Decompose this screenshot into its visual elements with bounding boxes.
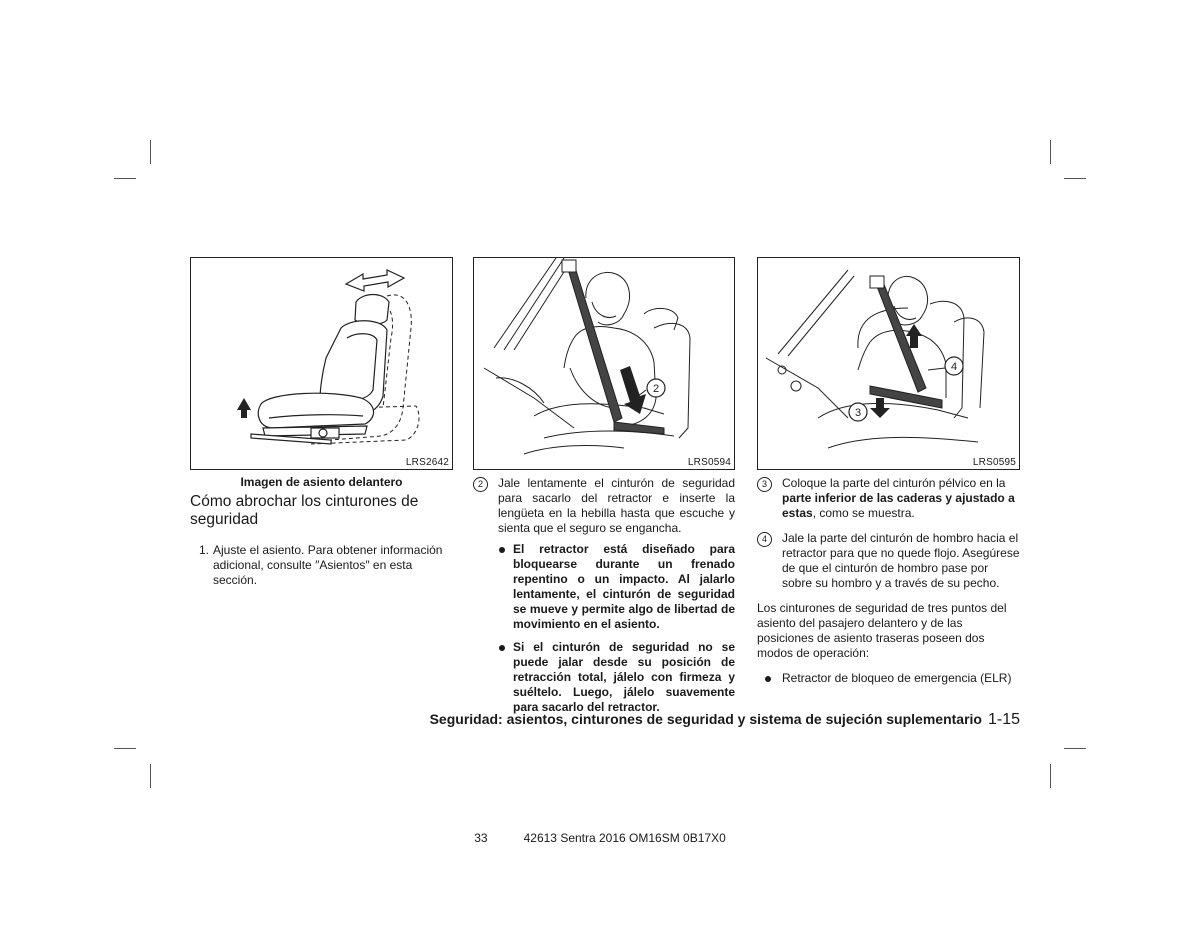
bullet-list [499,542,735,715]
down-arrow-icon [870,398,890,418]
crop-mark [150,764,151,788]
callout-3-label: 3 [854,407,862,419]
belt-adjust-figure [757,257,1020,470]
bullet-text: Si el cinturón de seguridad no se puede jalar desde su posición de retracción total, jálelo con firmeza y suéltelo. Luego, jálelo suavemente para sacarlo del retractor. [513,640,735,714]
belt-buckle-figure [473,257,735,470]
crop-mark [1064,178,1086,179]
item-text: Ajuste el asiento. Para obtener información adicional, consulte ″Asientos″ en esta sección. [213,543,443,587]
figure-caption: Imagen de asiento delantero [240,475,403,489]
sheet-number: 33 [474,831,488,845]
document-code: 42613 Sentra 2016 OM16SM 0B17X0 [523,831,726,845]
crop-mark [1064,748,1086,749]
crop-mark [114,748,136,749]
step-4 [757,531,1020,591]
bullet-icon [765,676,771,682]
step-text-part: Coloque la parte del cinturón pélvico en la [782,476,1006,490]
step-text-bold: parte inferior de las caderas y ajustado a estas [782,491,1015,520]
belt-adjust-illustration [758,258,1019,469]
item-number: 1. [199,543,210,557]
step-3 [757,476,1020,521]
footer-section-title: Seguridad: asientos, cinturones de seguridad y sistema de sujeción suplementario [429,711,982,727]
seat-figure [190,257,453,470]
crop-mark [1050,764,1051,788]
down-arrow-icon [620,366,646,414]
list-item [499,542,735,632]
step-number-circle: 4 [757,532,772,547]
crop-mark [150,140,151,164]
footer-page-number: 1-15 [987,711,1020,728]
bullet-text: Retractor de bloqueo de emergencia (ELR) [782,671,1012,685]
double-arrow-icon [346,270,404,291]
step-text-part: , como se muestra. [812,506,915,520]
step-text: Jale lentamente el cinturón de seguridad para sacarlo del retractor e inserte la lengüeta en la hebilla hasta que escuche y sienta que el seguro se engancha. [498,476,735,535]
figure-code: LRS0595 [972,457,1016,468]
step-number-circle: 2 [473,477,488,492]
section-title: Cómo abrochar los cinturones de seguridad [190,493,419,528]
column-2 [473,257,735,723]
column-3 [757,257,1020,686]
step-text [782,476,1020,521]
crop-mark [1050,140,1051,164]
figure-code: LRS2642 [405,457,449,468]
figure-code: LRS0594 [687,457,731,468]
crop-mark [114,178,136,179]
page-footer [190,711,1020,729]
up-arrow-icon [237,398,251,418]
step-number-circle: 3 [757,477,772,492]
step-text: Jale la parte del cinturón de hombro hacia el retractor para que no quede flojo. Asegúrese de que el cinturón de hombro pase por sobre su hombro y a través de su pecho. [782,531,1020,590]
bullet-icon [499,547,505,553]
step-2 [473,476,735,536]
document-id [0,831,1200,845]
paragraph: Los cinturones de seguridad de tres puntos del asiento del pasajero delantero y de las posiciones de asiento traseras poseen dos modos de operación: [757,601,1007,660]
column-1 [190,257,453,588]
belt-buckle-illustration [474,258,734,469]
list-item [765,671,1020,686]
callout-2-label: 2 [652,383,660,395]
list-item [499,640,735,715]
callout-4-label: 4 [950,361,958,373]
bullet-text: El retractor está diseñado para bloquearse durante un frenado repentino o un impacto. Al jalarlo lentamente, el cinturón de seguridad se mueve y permite algo de libertad de movimiento en el asiento. [513,542,735,631]
seat-illustration [191,258,452,469]
numbered-item [199,543,453,588]
bullet-icon [499,645,505,651]
